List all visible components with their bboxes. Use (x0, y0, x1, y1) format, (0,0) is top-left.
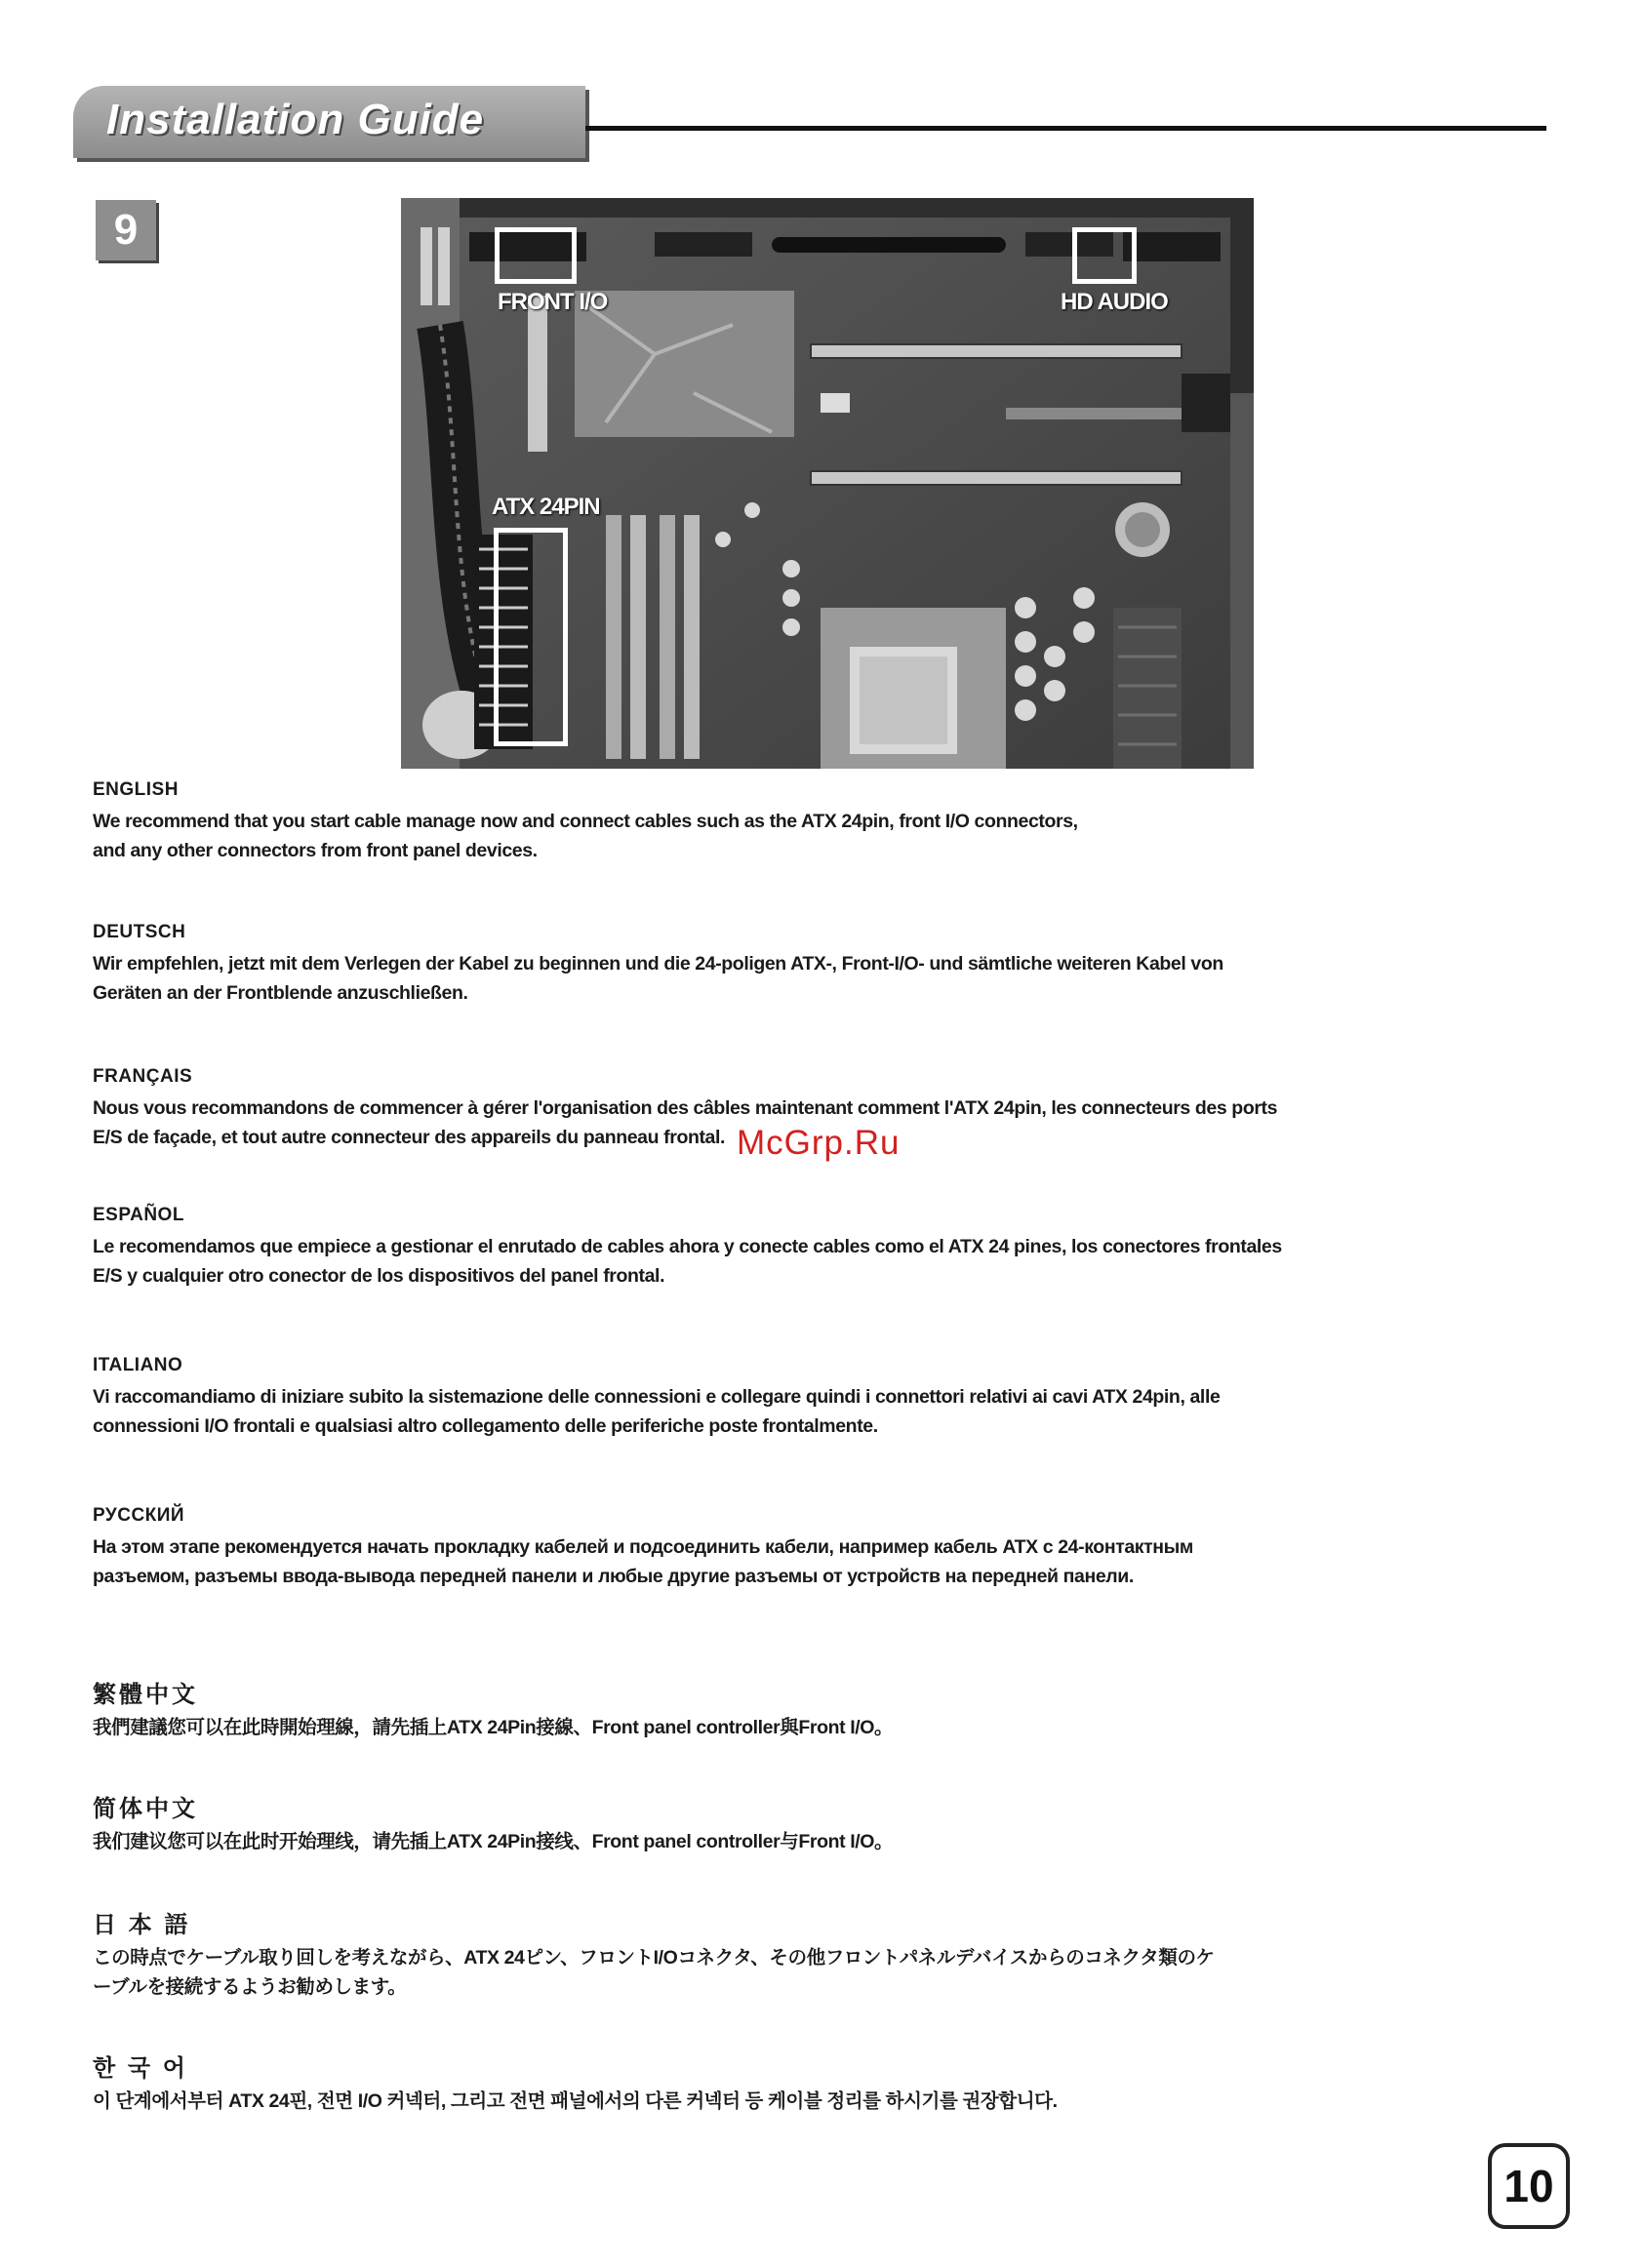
body-line: Nous vous recommandons de commencer à gérer l'organisation des câbles maintenant comment l'ATX 24pin, les connecteurs des ports (93, 1097, 1278, 1119)
body-line: Geräten an der Frontblende anzuschließen. (93, 982, 468, 1004)
body-line: Le recomendamos que empiece a gestionar el enrutado de cables ahora y conecte cables como el ATX 24 pines, los conectores frontales (93, 1236, 1282, 1257)
lang-heading-trad-chinese: 繁體中文 (93, 1682, 198, 1708)
lang-heading-espanol: ESPAÑOL (93, 1205, 184, 1225)
section-russian (93, 1505, 1556, 1591)
body-line: На этом этапе рекомендуется начать прокладку кабелей и подсоединить кабели, например кабель ATX с 24-контактным (93, 1536, 1193, 1558)
lang-heading-italiano: ITALIANO (93, 1355, 183, 1375)
lang-heading-simp-chinese: 简体中文 (93, 1796, 198, 1822)
body-line: この時点でケーブル取り回しを考えながら、ATX 24ピン、フロントI/Oコネクタ、その他フロントパネルデバイスからのコネクタ類のケ (93, 1947, 1215, 1969)
lang-heading-japanese: 日 本 語 (93, 1912, 191, 1938)
section-simp-chinese (93, 1789, 1556, 1856)
section-deutsch (93, 922, 1556, 1008)
section-english (93, 779, 1556, 865)
front-io-label: FRONT I/O (498, 289, 608, 315)
motherboard-photo (401, 198, 1254, 769)
body-line: Vi raccomandiamo di iniziare subito la sistemazione delle connessioni e collegare quindi i connettori relativi ai cavi ATX 24pin, alle (93, 1386, 1221, 1408)
watermark: McGrp.Ru (737, 1124, 901, 1162)
header-tab (73, 86, 585, 158)
section-trad-chinese (93, 1675, 1556, 1742)
lang-heading-russian: РУССКИЙ (93, 1505, 185, 1526)
body-line: Wir empfehlen, jetzt mit dem Verlegen der Kabel zu beginnen und die 24-poligen ATX-, Front-I/O- und sämtliche weiteren Kabel von (93, 953, 1223, 975)
atx-24pin-callout (494, 528, 568, 746)
lang-heading-deutsch: DEUTSCH (93, 922, 186, 942)
body-line: 我们建议您可以在此时开始理线，请先插上ATX 24Pin接线、Front panel controller与Front I/O。 (93, 1831, 894, 1852)
section-japanese (93, 1905, 1556, 2002)
body-line: 이 단계에서부터 ATX 24핀, 전면 I/O 커넥터, 그리고 전면 패널에서의 다른 커넥터 등 케이블 정리를 하시기를 권장합니다. (93, 2090, 1058, 2112)
hd-audio-callout (1072, 227, 1137, 284)
section-espanol (93, 1205, 1556, 1291)
page-title: Installation Guide (106, 96, 485, 143)
front-io-callout (495, 227, 577, 284)
section-korean (93, 2049, 1556, 2116)
body-line: We recommend that you start cable manage now and connect cables such as the ATX 24pin, front I/O connectors, (93, 811, 1078, 832)
body-line: ーブルを接続するようお勧めします。 (93, 1976, 407, 1998)
body-line: E/S y cualquier otro conector de los dispositivos del panel frontal. (93, 1265, 665, 1287)
step-number-badge: 9 (96, 200, 156, 260)
section-italiano (93, 1355, 1556, 1441)
hd-audio-label: HD AUDIO (1061, 289, 1168, 315)
body-line: connessioni I/O frontali e qualsiasi altro collegamento delle periferiche poste frontalmente. (93, 1415, 878, 1437)
lang-heading-francais: FRANÇAIS (93, 1066, 193, 1087)
body-line: and any other connectors from front panel devices. (93, 840, 538, 861)
body-line: 我們建議您可以在此時開始理線，請先插上ATX 24Pin接線、Front panel controller與Front I/O。 (93, 1717, 894, 1738)
header-divider (585, 126, 1546, 131)
lang-heading-korean: 한 국 어 (93, 2055, 188, 2082)
atx-24pin-label: ATX 24PIN (492, 494, 600, 520)
body-line: разъемом, разъемы ввода-вывода передней панели и любые другие разъемы от устройств на передней панели. (93, 1566, 1134, 1587)
body-line: E/S de façade, et tout autre connecteur des appareils du panneau frontal. (93, 1127, 726, 1148)
page-number: 10 (1488, 2143, 1570, 2229)
lang-heading-english: ENGLISH (93, 779, 179, 800)
